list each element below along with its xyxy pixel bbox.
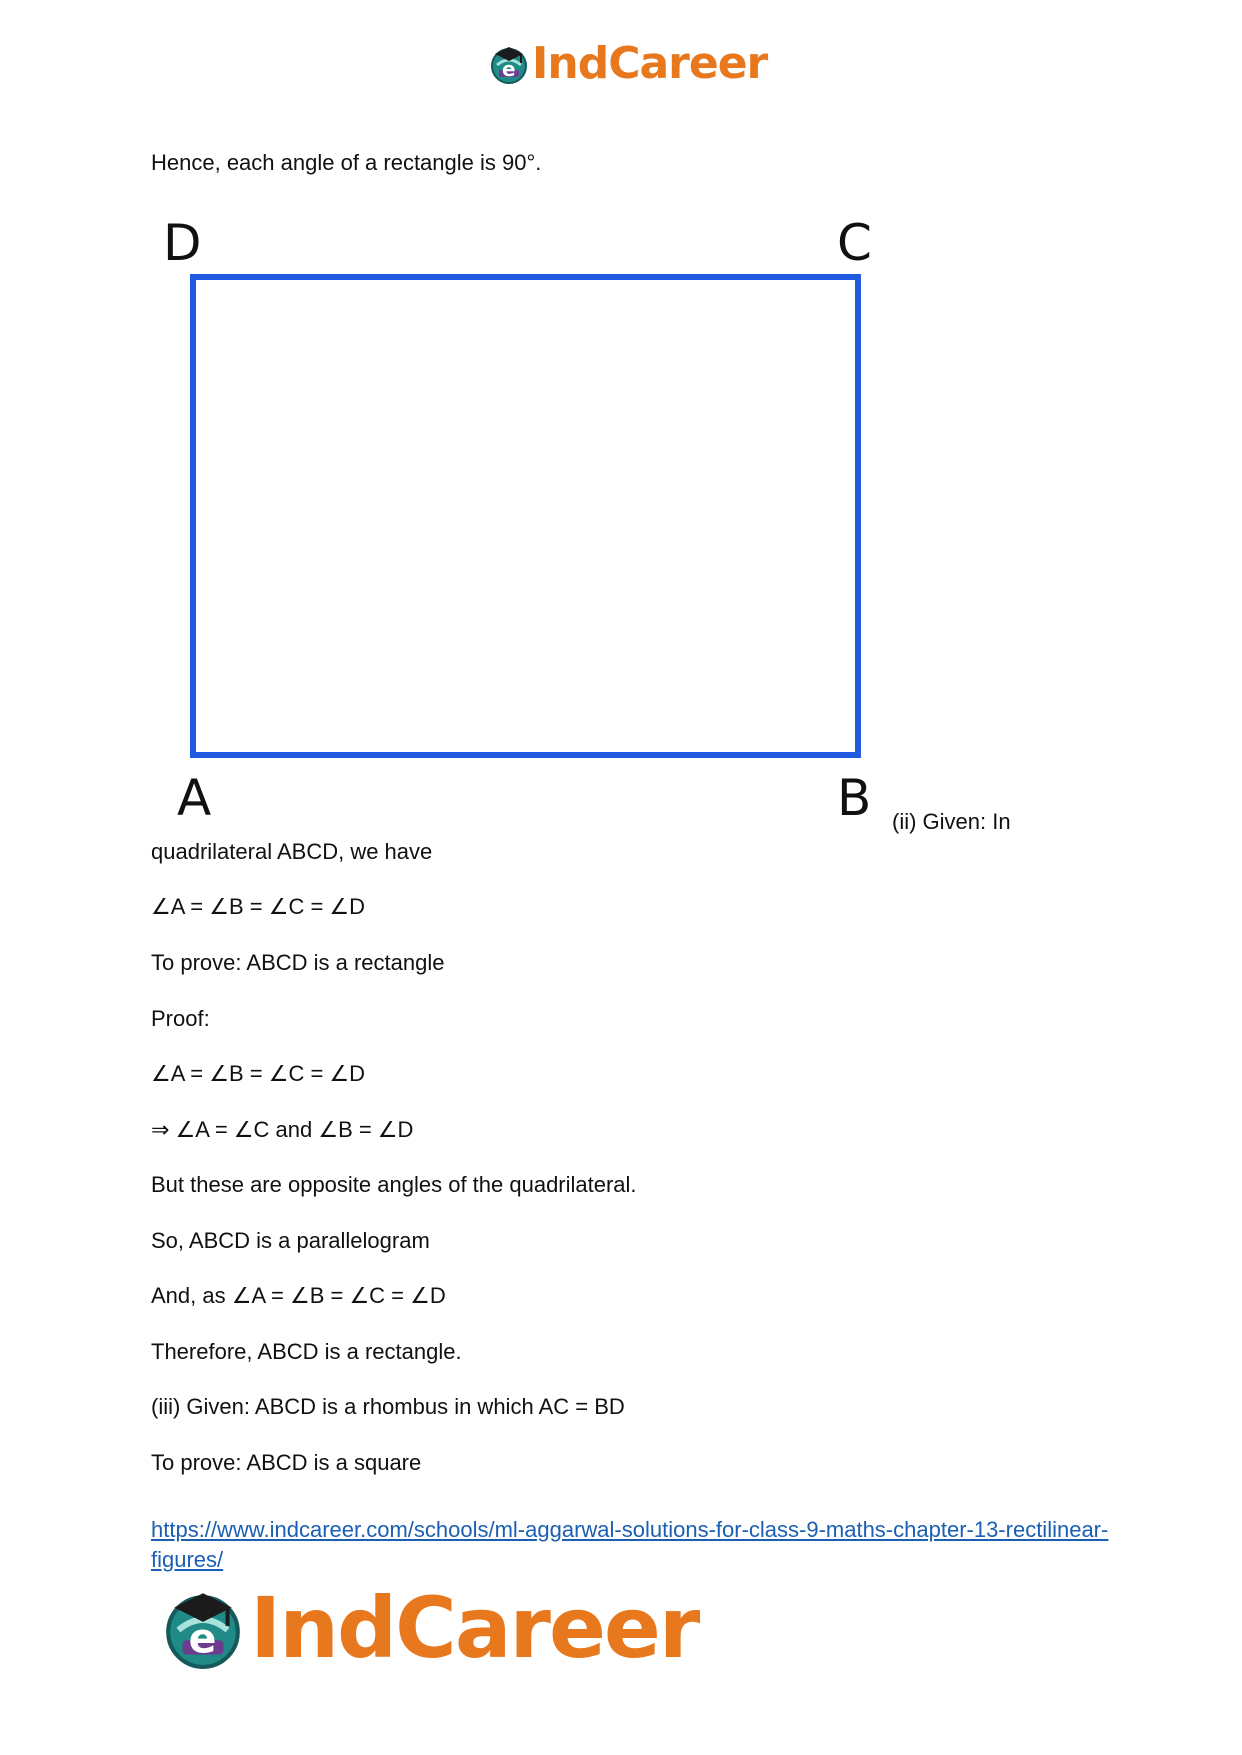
- given-inline-text: (ii) Given: In: [892, 809, 1011, 834]
- logo-wordmark: IndCareer: [532, 38, 768, 89]
- rectangle-figure: [151, 210, 891, 835]
- source-link[interactable]: https://www.indcareer.com/schools/ml-aggarwal-solutions-for-class-9-maths-chapter-13-rectilinear-figures/: [151, 1517, 1109, 1572]
- body-line: ⇒ ∠A = ∠C and ∠B = ∠D: [151, 1117, 414, 1142]
- vertex-label-a: A: [177, 769, 212, 827]
- vertex-label-d: D: [163, 214, 202, 272]
- graduation-globe-icon: [160, 1585, 246, 1671]
- footer-logo: [160, 1579, 699, 1677]
- svg-text:e: e: [502, 57, 516, 81]
- vertex-label-b: B: [837, 769, 872, 827]
- body-line: And, as ∠A = ∠B = ∠C = ∠D: [151, 1283, 446, 1308]
- body-line: Therefore, ABCD is a rectangle.: [151, 1339, 462, 1364]
- body-line: So, ABCD is a parallelogram: [151, 1228, 430, 1253]
- vertex-label-c: C: [837, 214, 872, 272]
- header-logo: [488, 38, 768, 89]
- intro-text: Hence, each angle of a rectangle is 90°.: [151, 150, 542, 175]
- body-line: To prove: ABCD is a rectangle: [151, 950, 445, 975]
- logo-wordmark: IndCareer: [250, 1579, 699, 1677]
- body-line: (iii) Given: ABCD is a rhombus in which AC = BD: [151, 1394, 625, 1419]
- rectangle-abcd: [193, 277, 858, 755]
- body-line: quadrilateral ABCD, we have: [151, 839, 433, 864]
- svg-text:e: e: [188, 1614, 217, 1663]
- body-line: Proof:: [151, 1006, 210, 1031]
- body-line: ∠A = ∠B = ∠C = ∠D: [151, 1061, 366, 1086]
- body-line: ∠A = ∠B = ∠C = ∠D: [151, 894, 366, 919]
- graduation-globe-icon: [488, 43, 530, 85]
- body-line: To prove: ABCD is a square: [151, 1450, 422, 1475]
- body-line: But these are opposite angles of the quadrilateral.: [151, 1172, 637, 1197]
